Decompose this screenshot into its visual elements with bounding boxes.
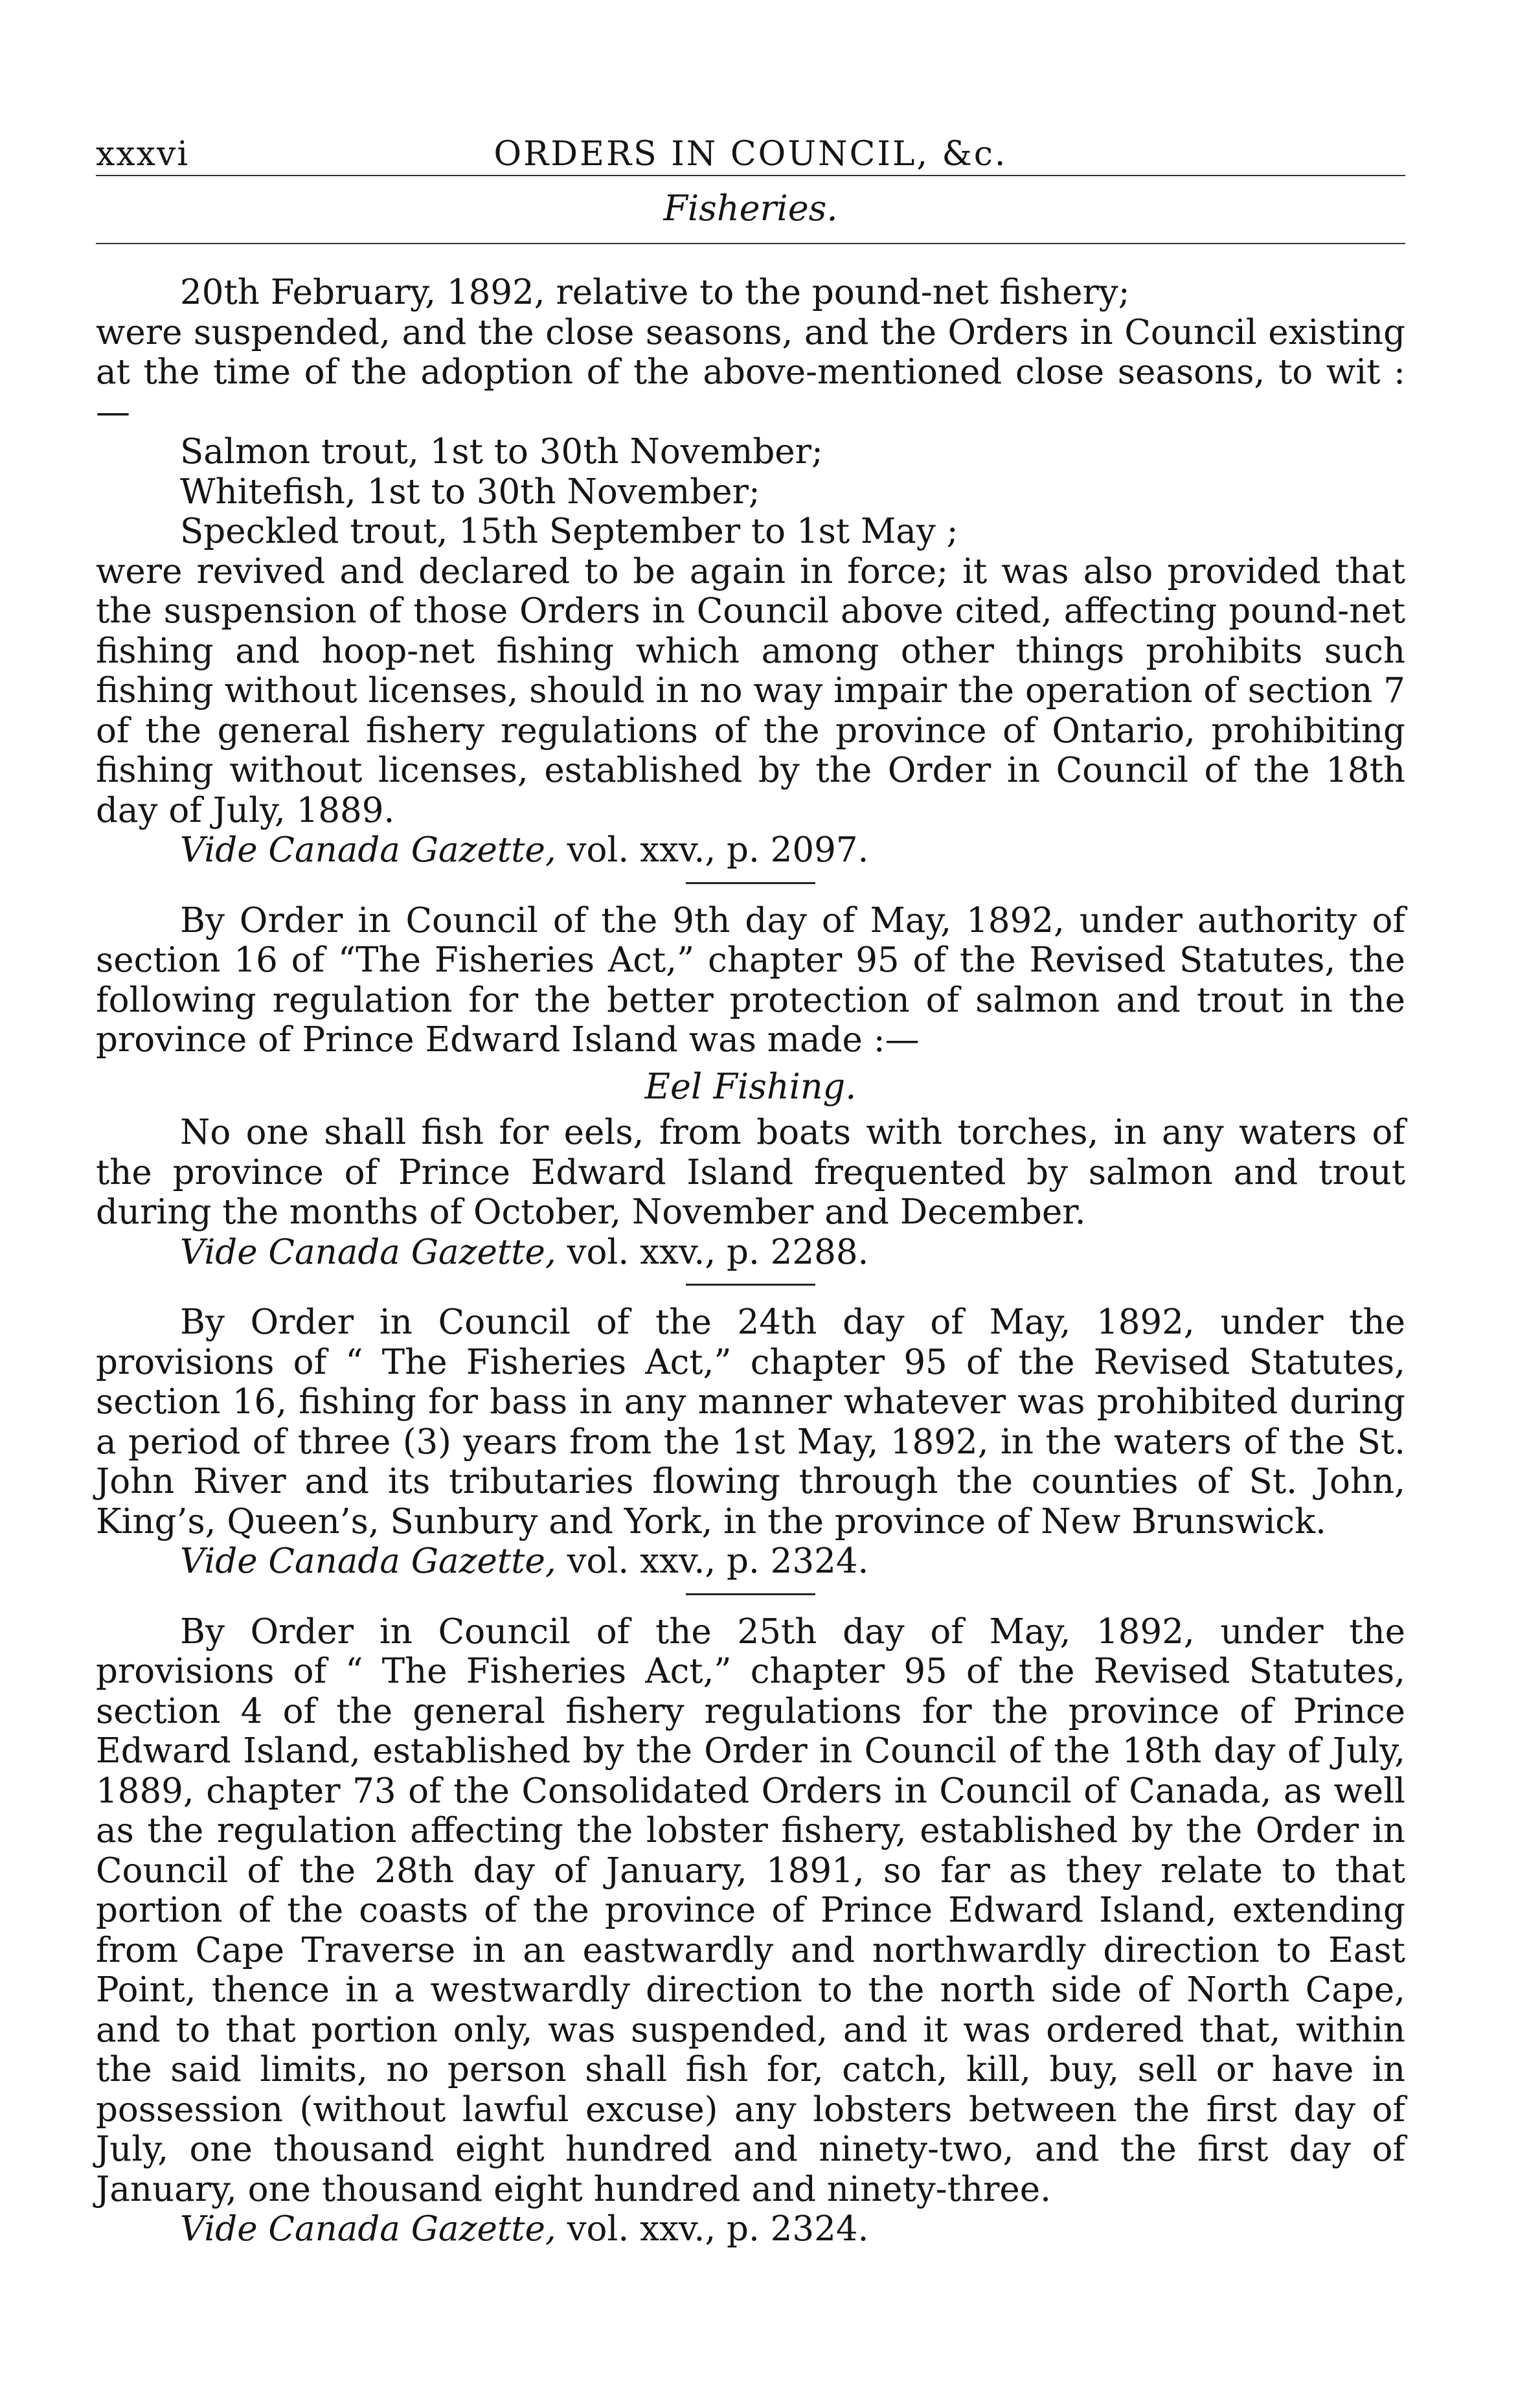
block2-order: By Order in Council of the 9th day of May, 1892, under authority of section 16 of “The Fisheries Act,” chapter 95 of the Revised Statutes, the following regulation for the better protection of salmon and trout in the province of Prince Edward Island was made :—: [96, 900, 1405, 1060]
block4-order: By Order in Council of the 25th day of May, 1892, under the provisions of “ The Fisheries Act,” chapter 95 of the Revised Statutes, section 4 of the general fishery regulations for the province of Prince Edward Island, established by the Order in Council of the 18th day of July, 1889, chapter 73 of the Consolidated Orders in Council of Canada, as well as the regulation affecting the lobster fishery, established by the Order in Council of the 28th day of January, 1891, so far as they relate to that portion of the coasts of the province of Prince Edward Island, extending from Cape Traverse in an eastwardly and northwardly direction to East Point, thence in a westwardly direction to the north side of North Cape, and to that portion only, was suspended, and it was ordered that, within the said limits, no person shall fish for, catch, kill, buy, sell or have in possession (without lawful excuse) any lobsters between the first day of July, one thousand eight hundred and ninety-two, and the first day of January, one thousand eight hundred and ninety-three.: [96, 1611, 1405, 2209]
block3-order: By Order in Council of the 24th day of May, 1892, under the provisions of “ The Fisheries Act,” chapter 95 of the Revised Statutes, section 16, fishing for bass in any manner whatever was prohibited during a period of three (3) years from the 1st May, 1892, in the waters of the St. John River and its tributaries flowing through the counties of St. John, King’s, Queen’s, Sunbury and York, in the province of New Brunswick.: [96, 1302, 1405, 1541]
eel-fishing-heading: Eel Fishing.: [644, 1065, 857, 1107]
vide-prefix: Vide Canada Gazette,: [180, 2209, 556, 2249]
block2-vide-citation: [96, 1233, 1405, 1273]
vide-ref: vol. xxv., p. 2324.: [556, 2209, 869, 2249]
header-rule: [96, 175, 1405, 176]
block1-suspension: were suspended, and the close seasons, and the Orders in Council existing at the time of the adoption of the above-mentioned close seasons, to wit :—: [96, 312, 1405, 432]
season-salmon-trout: Salmon trout, 1st to 30th November;: [180, 432, 823, 472]
eel-fishing-rule: No one shall fish for eels, from boats with torches, in any waters of the province of Prince Edward Island frequented by salmon and trout during the months of October, November and December.: [96, 1113, 1405, 1232]
divider: [686, 1284, 815, 1286]
vide-ref: vol. xxv., p. 2324.: [556, 1541, 869, 1581]
section-rule: [96, 243, 1405, 244]
running-head: [96, 104, 1405, 175]
vide-prefix: Vide Canada Gazette,: [180, 1232, 556, 1272]
block4-vide-citation: [96, 2209, 1405, 2249]
block3-vide-citation: [96, 1541, 1405, 1582]
body-text: [96, 273, 1405, 2249]
vide-prefix: Vide Canada Gazette,: [180, 1541, 556, 1581]
vide-ref: vol. xxv., p. 2288.: [556, 1232, 869, 1272]
block1-opening: 20th February, 1892, relative to the pound-net fishery;: [180, 273, 1130, 312]
divider: [686, 882, 815, 884]
block1-vide-citation: [96, 830, 1405, 870]
block1-continuation: were revived and declared to be again in force; it was also provided that the suspension of those Orders in Council above cited, affecting pound-net fishing and hoop-net fishing which among other things prohibits such fishing without licenses, should in no way impair the operation of section 7 of the general fishery regulations of the province of Ontario, prohibiting fishing without licenses, established by the Order in Council of the 18th day of July, 1889.: [96, 551, 1405, 830]
page-number: xxxvi: [96, 135, 189, 174]
vide-prefix: Vide Canada Gazette,: [180, 830, 556, 870]
season-speckled-trout: Speckled trout, 15th September to 1st May ;: [180, 512, 958, 551]
section-title: Fisheries.: [663, 188, 838, 229]
document-page: [96, 104, 1405, 2249]
season-whitefish: Whitefish, 1st to 30th November;: [180, 472, 760, 512]
divider: [686, 1593, 815, 1595]
running-title: ORDERS IN COUNCIL, &c.: [493, 135, 1008, 174]
vide-ref: vol. xxv., p. 2097.: [556, 830, 869, 870]
